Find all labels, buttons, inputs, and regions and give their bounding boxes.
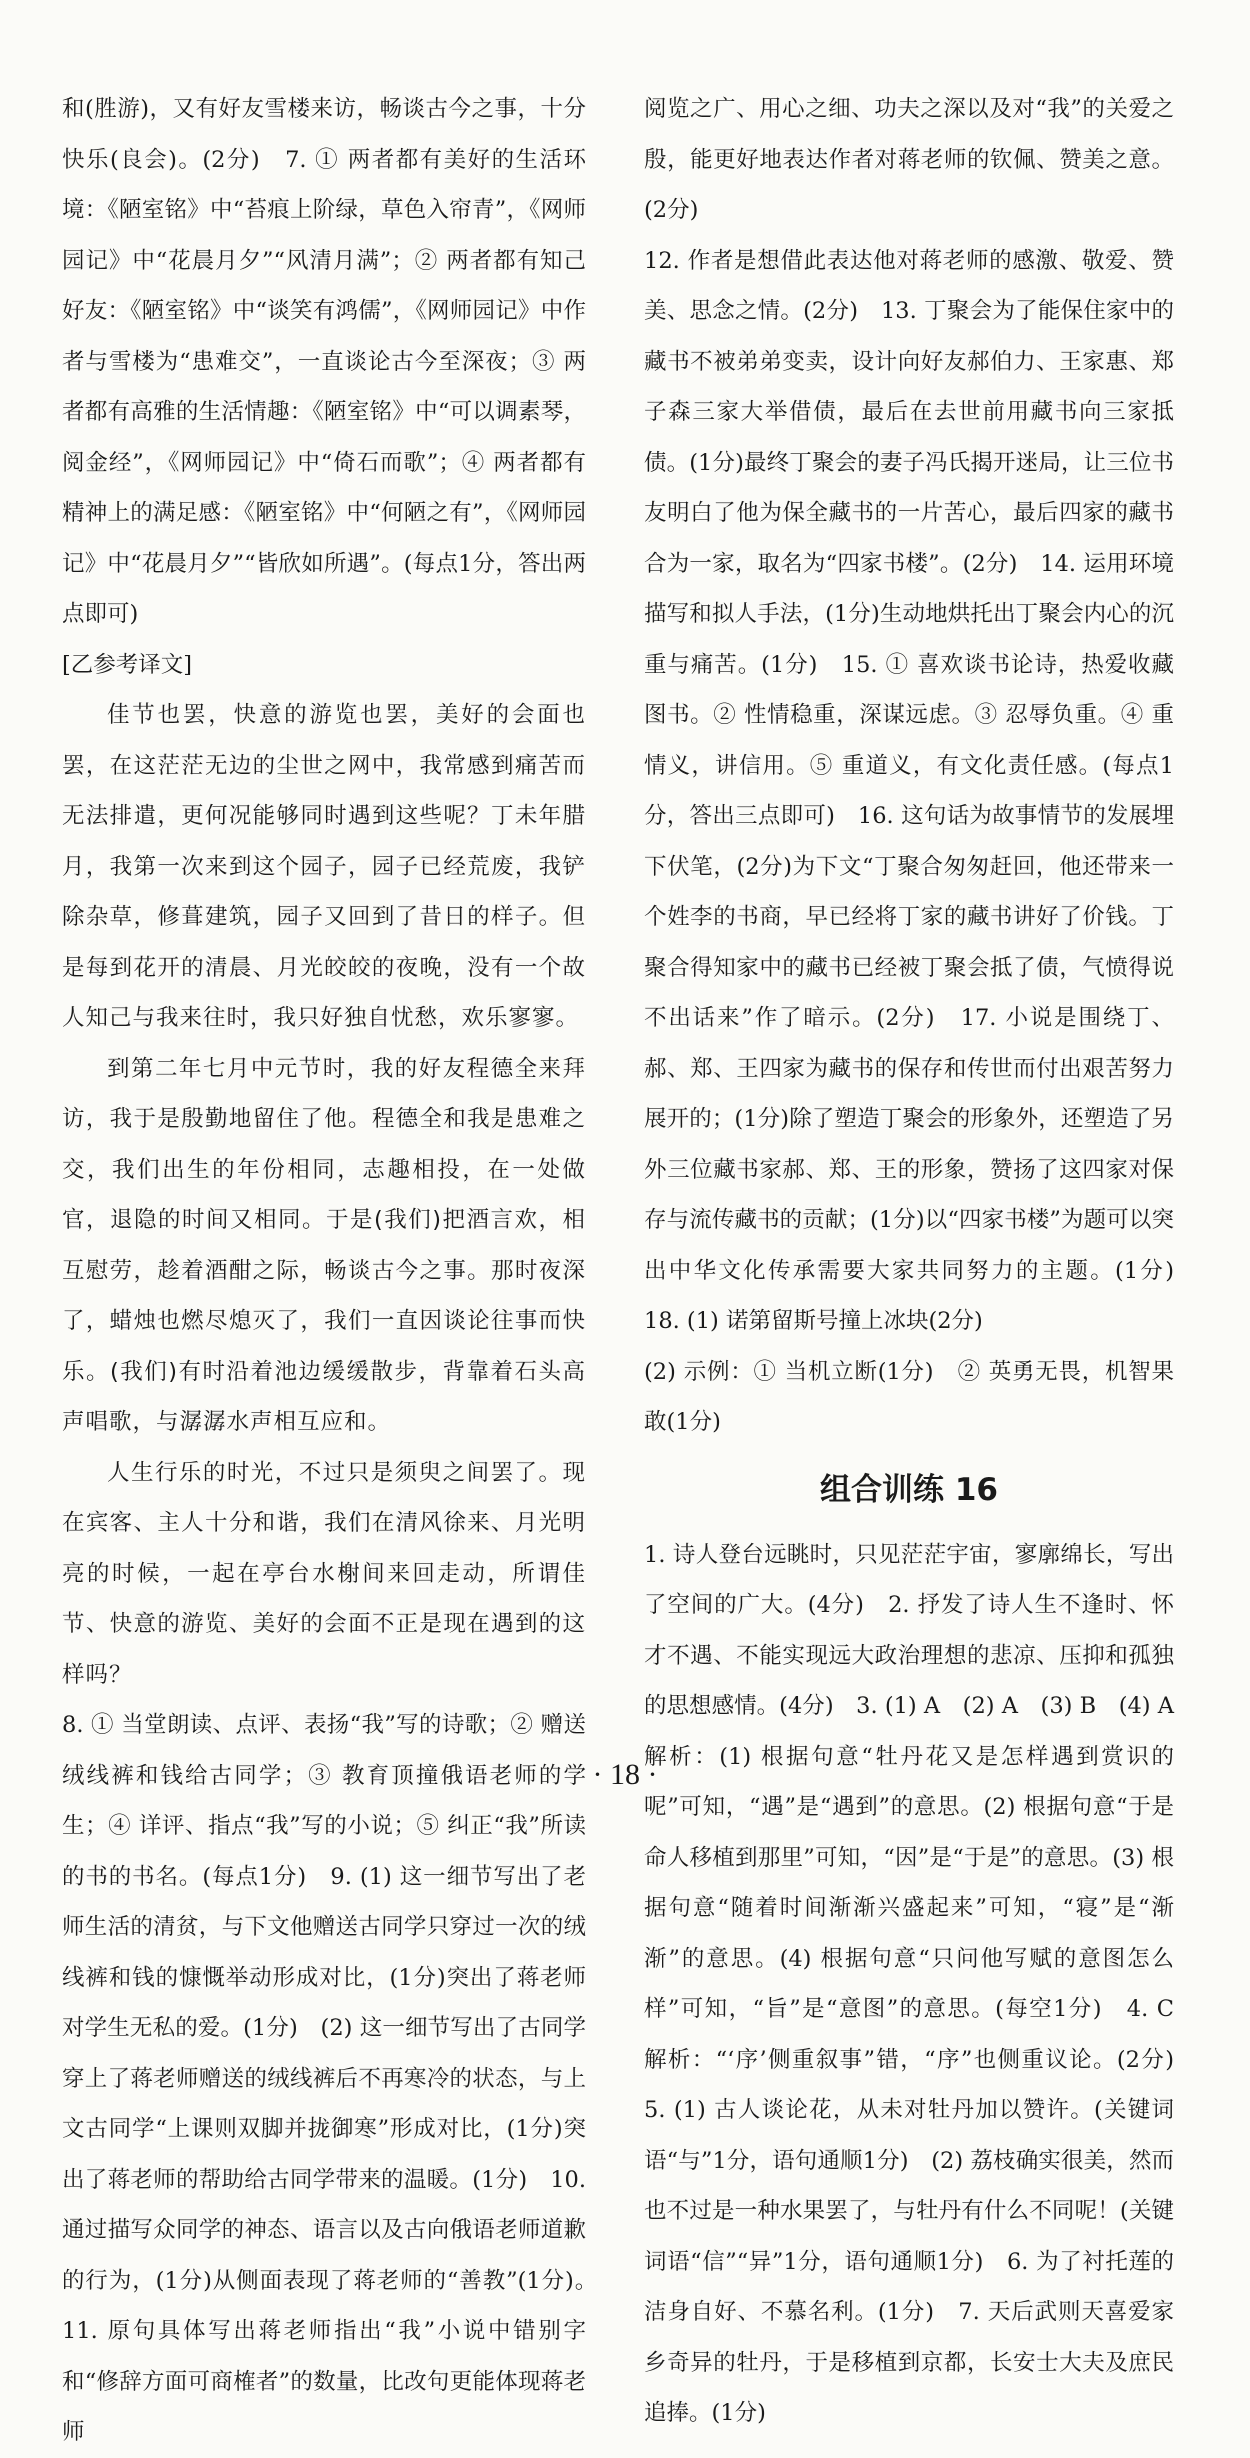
translation-paragraph-2: 到第二年七月中元节时，我的好友程德全来拜访，我于是殷勤地留住了他。程德全和我是患难之交，我们出生的年份相同，志趣相投，在一处做官，退隐的时间又相同。于是(我们)把酒言欢，相互慰劳，趁着酒酣之际，畅谈古今之事。那时夜深了，蜡烛也燃尽熄灭了，我们一直因谈论往事而快乐。(我们)有时沿着池边缓缓散步，背靠着石头高声唱歌，与潺潺水声相互应和。 — [62, 1055, 586, 1435]
section-title: 组合训练 16 — [820, 1471, 998, 1508]
answer-paragraph-12-18: 12. 作者是想借此表达他对蒋老师的感激、敬爱、赞美、思念之情。(2分) 13. 丁聚会为了能保住家中的藏书不被弟弟变卖，设计向好友郝伯力、王家惠、郑子森三家大举借债，最后在去世前用藏书向三家抵债。(1分)最终丁聚会的妻子冯氏揭开迷局，让三位书友明白了他为保全藏书的一片苦心，最后四家的藏书合为一家，取名为“四家书楼”。(2分) 14. 运用环境描写和拟人手法，(1分)生动地烘托出丁聚会内心的沉重与痛苦。(1分) 15. ① 喜欢谈书论诗，热爱收藏图书。② 性情稳重，深谋远虑。③ 忍辱负重。④ 重情义，讲信用。⑤ 重道义，有文化责任感。(每点1分，答出三点即可) 16. 这句话为故事情节的发展埋下伏笔，(2分)为下文“丁聚合匆匆赶回，他还带来一个姓李的书商，早已经将丁家的藏书讲好了价钱。丁聚合得知家中的藏书已经被丁聚会抵了债，气愤得说不出话来”作了暗示。(2分) 17. 小说是围绕丁、郝、郑、王四家为藏书的保存和传世而付出艰苦努力展开的；(1分)除了塑造丁聚会的形象外，还塑造了另外三位藏书家郝、郑、王的形象，赞扬了这四家对保存与流传藏书的贡献；(1分)以“四家书楼”为题可以突出中华文化传承需要大家共同努力的主题。(1分) 18. (1) 诺第留斯号撞上冰块(2分) — [644, 247, 1197, 1334]
translation-header: [乙参考译文] — [62, 651, 193, 678]
answer-paragraph-6-7: 和(胜游)，又有好友雪楼来访，畅谈古今之事，十分快乐(良会)。(2分) 7. ① 两者都有美好的生活环境：《陋室铭》中“苔痕上阶绿，草色入帘青”，《网师园记》中“花晨月夕”“风清月满”；② 两者都有知己好友：《陋室铭》中“谈笑有鸿儒”，《网师园记》中作者与雪楼为“患难交”，一直谈论古今至深夜；③ 两者都有高雅的生活情趣：《陋室铭》中“可以调素琴，阅金经”，《网师园记》中“倚石而歌”；④ 两者都有精神上的满足感：《陋室铭》中“何陋之有”，《网师园记》中“花晨月夕”“皆欣如所遇”。(每点1分，答出两点即可) — [62, 96, 586, 627]
page-number: · 18 · — [592, 1758, 658, 1791]
answer-paragraph-8-11: 8. ① 当堂朗读、点评、表扬“我”写的诗歌；② 赠送绒线裤和钱给古同学；③ 教育顶撞俄语老师的学生；④ 详评、指点“我”写的小说；⑤ 纠正“我”所读的书的书名。(每点1分) 9. (1) 这一细节写出了老师生活的清贫，与下文他赠送古同学只穿过一次的绒线裤和钱的慷慨举动形成对比，(1分)突出了蒋老师对学生无私的爱。(1分) (2) 这一细节写出了古同学穿上了蒋老师赠送的绒线裤后不再寒冷的状态，与上文古同学“上课则双脚并拢御寒”形成对比，(1分)突出了蒋老师的帮助给古同学带来的温暖。(1分) 10. 通过描写众同学的神态、语言以及古向俄语老师道歉的行为，(1分)从侧面表现了蒋老师的“善教”(1分)。 11. 原句具体写出蒋老师指出“我”小说中错别字和“修辞方面可商榷者”的数量，比改句更能体现蒋老师 — [62, 1712, 609, 2445]
translation-paragraph-3: 人生行乐的时光，不过只是须臾之间罢了。现在宾客、主人十分和谐，我们在清风徐来、月光明亮的时候，一起在亭台水榭间来回走动，所谓佳节、快意的游览、美好的会面不正是现在遇到的这样吗？ — [62, 1459, 586, 1688]
answer-paragraph-section-16: 1. 诗人登台远眺时，只见茫茫宇宙，寥廓绵长，写出了空间的广大。(4分) 2. 抒发了诗人生不逢时、怀才不遇、不能实现远大政治理想的悲凉、压抑和孤独的思想感情。(4分) 3. (1) A (2) A (3) B (4) A 解析：(1) 根据句意“牡丹花又是怎样遇到赏识的呢”可知，“遇”是“遇到”的意思。(2) 根据句意“于是命人移植到那里”可知，“因”是“于是”的意思。(3) 根据句意“随着时间渐渐兴盛起来”可知，“寝”是“渐渐”的意思。(4) 根据句意“只问他写赋的意图怎么样”可知，“旨”是“意图”的意思。(每空1分) 4. C 解析：“‘序’侧重叙事”错，“序”也侧重议论。(2分) 5. (1) 古人谈论花，从未对牡丹加以赞许。(关键词语“与”1分，语句通顺1分) (2) 荔枝确实很美，然而也不过是一种水果罢了，与牡丹有什么不同呢！(关键词语“信”“异”1分，语句通顺1分) 6. 为了衬托莲的洁身自好、不慕名利。(1分) 7. 天后武则天喜爱家乡奇异的牡丹，于是移植到京都，长安士大夫及庶民追捧。(1分) — [644, 1541, 1197, 2426]
right-column — [644, 84, 1197, 2439]
answer-paragraph-18-2: (2) 示例：① 当机立断(1分) ② 英勇无畏，机智果敢(1分) — [644, 1358, 1174, 1435]
answer-paragraph-11-cont: 阅览之广、用心之细、功夫之深以及对“我”的关爱之殷，能更好地表达作者对蒋老师的钦佩、赞美之意。(2分) — [644, 96, 1174, 223]
translation-paragraph-1: 佳节也罢，快意的游览也罢，美好的会面也罢，在这茫茫无边的尘世之网中，我常感到痛苦而无法排遣，更何况能够同时遇到这些呢？丁未年腊月，我第一次来到这个园子，园子已经荒废，我铲除杂草，修葺建筑，园子又回到了昔日的样子。但是每到花开的清晨、月光皎皎的夜晚，没有一个故人知己与我来往时，我只好独自忧愁，欢乐寥寥。 — [62, 702, 586, 1031]
left-column — [62, 84, 609, 2458]
